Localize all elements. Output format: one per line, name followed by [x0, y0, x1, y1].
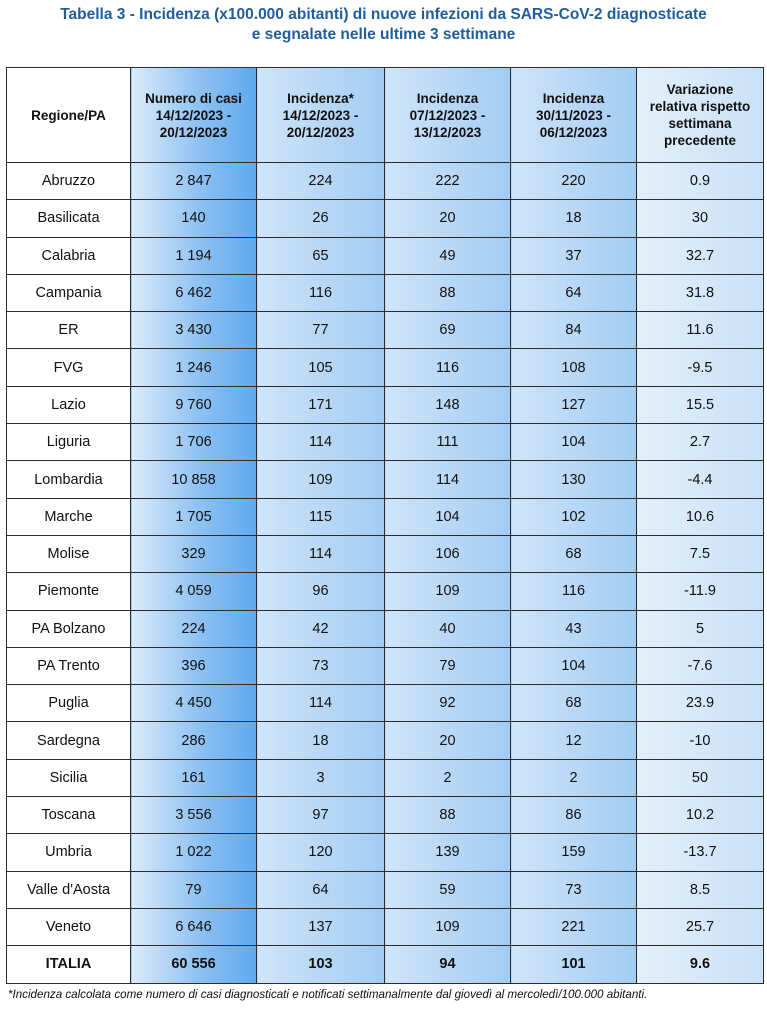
cell-incidenza-older: 130 [511, 461, 637, 498]
cell-incidenza-previous: 79 [385, 647, 511, 684]
cell-numero-casi: 286 [131, 722, 257, 759]
cell-variazione: 0.9 [637, 163, 764, 200]
cell-numero-casi: 2 847 [131, 163, 257, 200]
cell-incidenza-older: 116 [511, 573, 637, 610]
table-row [7, 312, 764, 349]
header-line: Numero di casi [145, 90, 242, 106]
table-row [7, 610, 764, 647]
cell-incidenza-older: 102 [511, 498, 637, 535]
table-row [7, 349, 764, 386]
table-row [7, 424, 764, 461]
table-header-row [7, 68, 764, 163]
cell-numero-casi: 10 858 [131, 461, 257, 498]
cell-incidenza-previous: 222 [385, 163, 511, 200]
cell-incidenza-current: 105 [257, 349, 385, 386]
cell-incidenza-current: 120 [257, 834, 385, 871]
cell-regione: Molise [7, 535, 131, 572]
cell-incidenza-older: 43 [511, 610, 637, 647]
incidence-table [6, 67, 764, 984]
header-line: 06/12/2023 [539, 124, 608, 140]
cell-incidenza-current: 116 [257, 274, 385, 311]
cell-incidenza-current: 103 [257, 946, 385, 983]
cell-incidenza-current: 115 [257, 498, 385, 535]
cell-regione: Veneto [7, 908, 131, 945]
header-variazione [637, 68, 764, 163]
cell-incidenza-previous: 114 [385, 461, 511, 498]
table-row [7, 163, 764, 200]
header-line: settimana [668, 116, 732, 131]
cell-incidenza-current: 171 [257, 386, 385, 423]
cell-incidenza-older: 18 [511, 200, 637, 237]
header-regione [7, 68, 131, 163]
cell-regione: Abruzzo [7, 163, 131, 200]
cell-numero-casi: 4 059 [131, 573, 257, 610]
cell-variazione: 30 [637, 200, 764, 237]
cell-incidenza-older: 104 [511, 424, 637, 461]
cell-regione: Puglia [7, 685, 131, 722]
cell-incidenza-older: 127 [511, 386, 637, 423]
cell-numero-casi: 1 022 [131, 834, 257, 871]
header-line: 07/12/2023 - [409, 107, 486, 123]
cell-numero-casi: 60 556 [131, 946, 257, 983]
table-body [7, 163, 764, 984]
header-line: Incidenza [542, 90, 605, 106]
cell-numero-casi: 9 760 [131, 386, 257, 423]
header-incidenza-older [511, 68, 637, 163]
cell-incidenza-current: 64 [257, 871, 385, 908]
table-row [7, 871, 764, 908]
cell-incidenza-older: 104 [511, 647, 637, 684]
table-row [7, 647, 764, 684]
cell-regione: ITALIA [7, 946, 131, 983]
table-row [7, 797, 764, 834]
table-title [0, 0, 767, 46]
cell-regione: Umbria [7, 834, 131, 871]
cell-variazione: 8.5 [637, 871, 764, 908]
cell-numero-casi: 1 706 [131, 424, 257, 461]
cell-variazione: -11.9 [637, 573, 764, 610]
cell-variazione: 9.6 [637, 946, 764, 983]
cell-incidenza-previous: 94 [385, 946, 511, 983]
cell-variazione: 32.7 [637, 237, 764, 274]
cell-numero-casi: 3 430 [131, 312, 257, 349]
cell-numero-casi: 6 646 [131, 908, 257, 945]
table-row [7, 461, 764, 498]
cell-numero-casi: 6 462 [131, 274, 257, 311]
cell-variazione: -4.4 [637, 461, 764, 498]
cell-incidenza-current: 224 [257, 163, 385, 200]
cell-variazione: 5 [637, 610, 764, 647]
cell-incidenza-older: 86 [511, 797, 637, 834]
cell-incidenza-previous: 2 [385, 759, 511, 796]
cell-numero-casi: 396 [131, 647, 257, 684]
cell-regione: Sicilia [7, 759, 131, 796]
cell-regione: FVG [7, 349, 131, 386]
header-line: 30/11/2023 - [535, 107, 612, 123]
cell-numero-casi: 161 [131, 759, 257, 796]
cell-regione: PA Bolzano [7, 610, 131, 647]
cell-variazione: 15.5 [637, 386, 764, 423]
cell-regione: Calabria [7, 237, 131, 274]
cell-regione: ER [7, 312, 131, 349]
cell-incidenza-previous: 111 [385, 424, 511, 461]
cell-incidenza-older: 159 [511, 834, 637, 871]
table-row [7, 759, 764, 796]
cell-incidenza-previous: 20 [385, 200, 511, 237]
header-line: 20/12/2023 [286, 124, 355, 140]
table-row [7, 722, 764, 759]
cell-numero-casi: 1 705 [131, 498, 257, 535]
cell-incidenza-older: 68 [511, 535, 637, 572]
cell-incidenza-previous: 106 [385, 535, 511, 572]
cell-incidenza-current: 77 [257, 312, 385, 349]
cell-incidenza-older: 2 [511, 759, 637, 796]
header-line: Incidenza* [287, 90, 354, 106]
cell-incidenza-previous: 59 [385, 871, 511, 908]
cell-variazione: 25.7 [637, 908, 764, 945]
cell-incidenza-previous: 104 [385, 498, 511, 535]
table-row [7, 908, 764, 945]
cell-numero-casi: 224 [131, 610, 257, 647]
header-line: 20/12/2023 [159, 124, 228, 140]
table-row [7, 834, 764, 871]
cell-variazione: 10.6 [637, 498, 764, 535]
header-line: Variazione [666, 82, 734, 97]
cell-regione: Valle d'Aosta [7, 871, 131, 908]
cell-regione: PA Trento [7, 647, 131, 684]
header-incidenza-previous [385, 68, 511, 163]
cell-variazione: 50 [637, 759, 764, 796]
table-row [7, 274, 764, 311]
cell-incidenza-previous: 40 [385, 610, 511, 647]
cell-regione: Campania [7, 274, 131, 311]
cell-incidenza-current: 114 [257, 535, 385, 572]
table-row [7, 535, 764, 572]
cell-incidenza-current: 26 [257, 200, 385, 237]
cell-incidenza-previous: 69 [385, 312, 511, 349]
cell-regione: Marche [7, 498, 131, 535]
cell-incidenza-previous: 88 [385, 797, 511, 834]
header-line: Incidenza [416, 90, 479, 106]
cell-incidenza-current: 109 [257, 461, 385, 498]
cell-incidenza-previous: 109 [385, 573, 511, 610]
cell-incidenza-current: 114 [257, 685, 385, 722]
cell-variazione: 23.9 [637, 685, 764, 722]
cell-incidenza-current: 65 [257, 237, 385, 274]
table-row [7, 200, 764, 237]
cell-incidenza-older: 108 [511, 349, 637, 386]
header-line: Regione/PA [31, 107, 106, 123]
cell-variazione: -13.7 [637, 834, 764, 871]
table-row [7, 573, 764, 610]
cell-incidenza-older: 37 [511, 237, 637, 274]
table-title-line-1: Tabella 3 - Incidenza (x100.000 abitanti) di nuove infezioni da SARS-CoV-2 diagnosticate [60, 6, 707, 23]
header-incidenza-current [257, 68, 385, 163]
cell-incidenza-previous: 20 [385, 722, 511, 759]
cell-incidenza-older: 221 [511, 908, 637, 945]
header-line: relativa rispetto [649, 99, 751, 114]
cell-variazione: 2.7 [637, 424, 764, 461]
cell-variazione: 11.6 [637, 312, 764, 349]
cell-regione: Toscana [7, 797, 131, 834]
table-row [7, 498, 764, 535]
cell-variazione: 7.5 [637, 535, 764, 572]
header-numero-casi [131, 68, 257, 163]
cell-regione: Piemonte [7, 573, 131, 610]
cell-incidenza-previous: 109 [385, 908, 511, 945]
cell-numero-casi: 4 450 [131, 685, 257, 722]
cell-incidenza-older: 12 [511, 722, 637, 759]
cell-incidenza-previous: 148 [385, 386, 511, 423]
cell-incidenza-older: 220 [511, 163, 637, 200]
cell-regione: Liguria [7, 424, 131, 461]
cell-incidenza-older: 84 [511, 312, 637, 349]
cell-regione: Lombardia [7, 461, 131, 498]
cell-incidenza-current: 42 [257, 610, 385, 647]
header-line: 14/12/2023 - [282, 107, 359, 123]
cell-variazione: -9.5 [637, 349, 764, 386]
cell-incidenza-previous: 92 [385, 685, 511, 722]
cell-incidenza-current: 18 [257, 722, 385, 759]
cell-regione: Lazio [7, 386, 131, 423]
cell-incidenza-previous: 139 [385, 834, 511, 871]
cell-incidenza-previous: 116 [385, 349, 511, 386]
cell-incidenza-current: 96 [257, 573, 385, 610]
cell-incidenza-older: 73 [511, 871, 637, 908]
table-row [7, 386, 764, 423]
cell-numero-casi: 140 [131, 200, 257, 237]
cell-variazione: -10 [637, 722, 764, 759]
cell-numero-casi: 1 246 [131, 349, 257, 386]
cell-variazione: -7.6 [637, 647, 764, 684]
header-line: 13/12/2023 [413, 124, 482, 140]
cell-incidenza-previous: 88 [385, 274, 511, 311]
cell-incidenza-older: 68 [511, 685, 637, 722]
cell-numero-casi: 1 194 [131, 237, 257, 274]
cell-variazione: 31.8 [637, 274, 764, 311]
footnote: *Incidenza calcolata come numero di casi diagnosticati e notificati settimanalmente dal giovedì al mercoledì/100.000 abitanti. [8, 988, 648, 1001]
cell-incidenza-current: 73 [257, 647, 385, 684]
cell-numero-casi: 79 [131, 871, 257, 908]
table-row [7, 685, 764, 722]
cell-regione: Basilicata [7, 200, 131, 237]
cell-incidenza-current: 3 [257, 759, 385, 796]
table-row [7, 237, 764, 274]
table-total-row [7, 946, 764, 983]
header-line: precedente [663, 133, 737, 148]
cell-numero-casi: 3 556 [131, 797, 257, 834]
cell-incidenza-current: 97 [257, 797, 385, 834]
cell-incidenza-current: 137 [257, 908, 385, 945]
table-title-line-2: e segnalate nelle ultime 3 settimane [251, 26, 516, 43]
cell-numero-casi: 329 [131, 535, 257, 572]
cell-incidenza-older: 101 [511, 946, 637, 983]
cell-incidenza-older: 64 [511, 274, 637, 311]
header-line: 14/12/2023 - [155, 107, 232, 123]
cell-incidenza-current: 114 [257, 424, 385, 461]
cell-regione: Sardegna [7, 722, 131, 759]
cell-variazione: 10.2 [637, 797, 764, 834]
cell-incidenza-previous: 49 [385, 237, 511, 274]
